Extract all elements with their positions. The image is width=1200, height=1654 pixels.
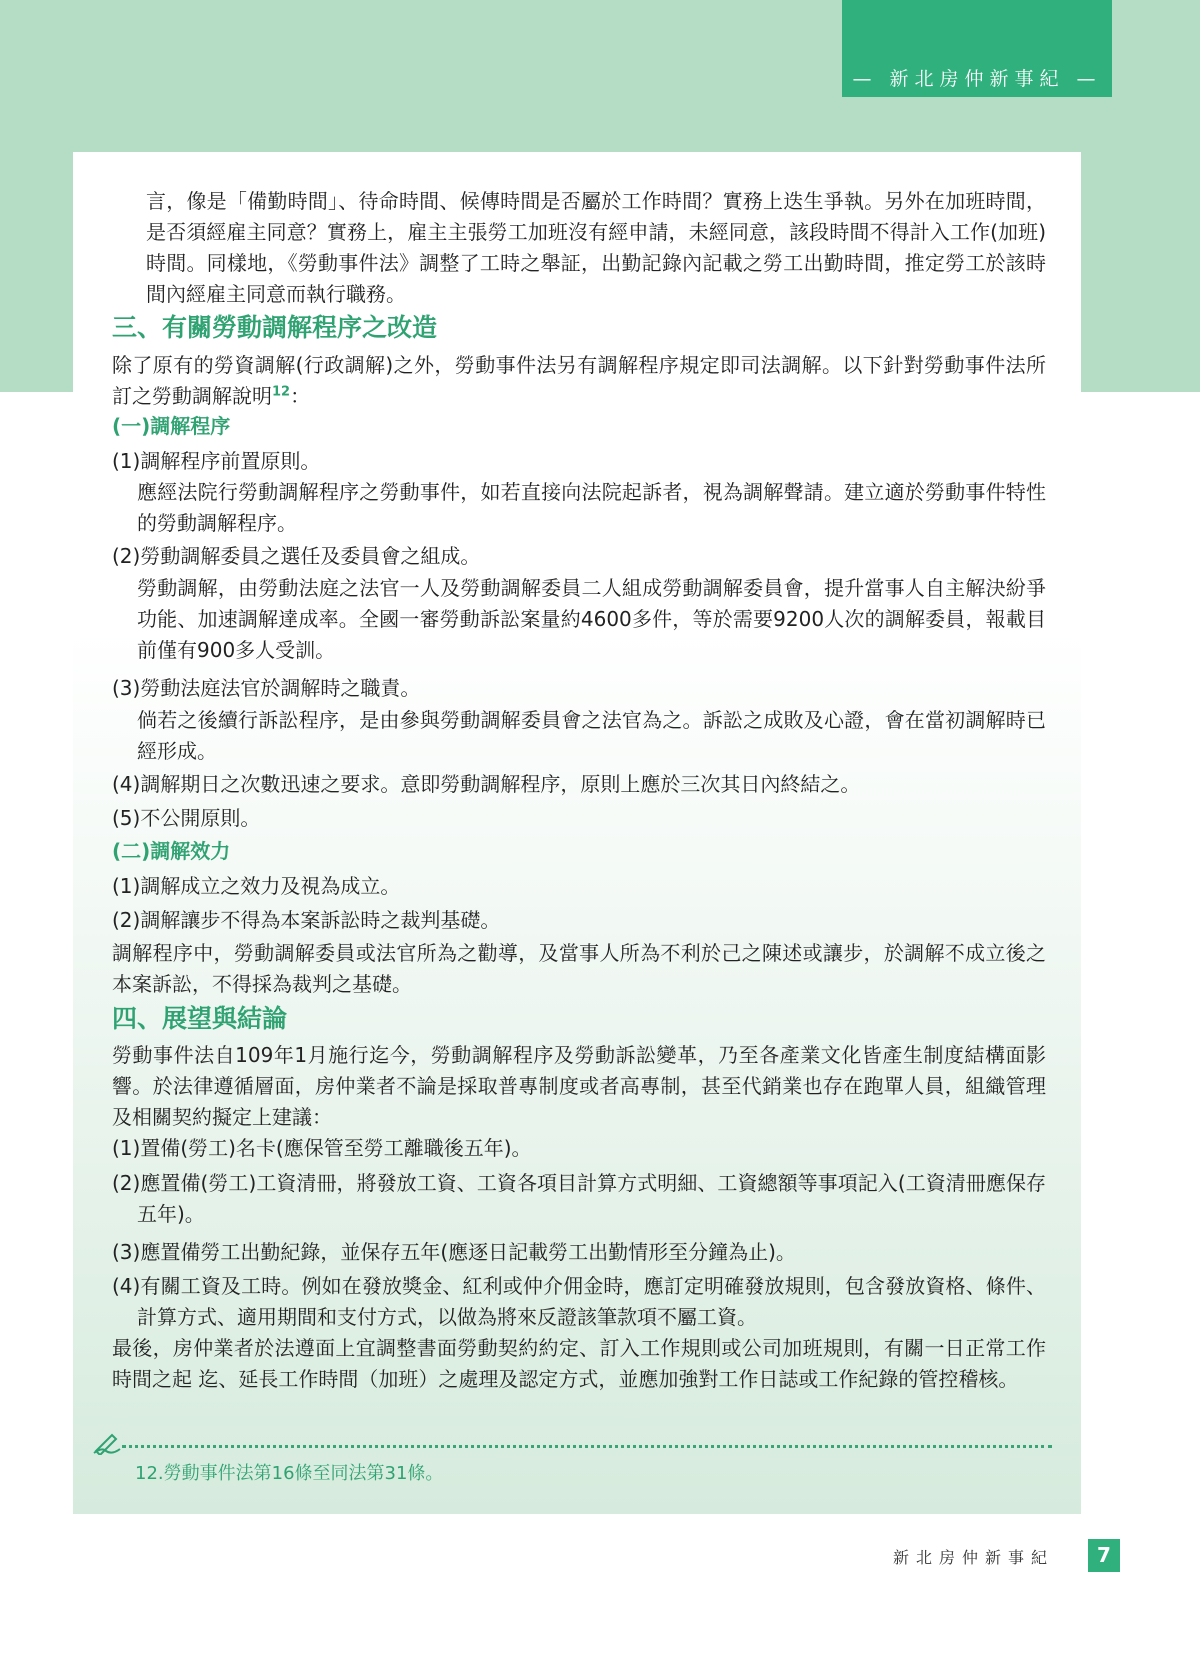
suggestion-item-2: (2)應置備(勞工)工資清冊，將發放工資、工資各項目計算方式明細、工資總額等事項記入(工資清冊應保存五年)。: [112, 1171, 1046, 1226]
subsection-2-heading: (二)調解效力: [112, 839, 231, 863]
procedure-item-2-title: (2)勞動調解委員之選任及委員會之組成。: [112, 544, 481, 568]
procedure-item-4: (4)調解期日之次數迅速之要求。意即勞動調解程序，原則上應於三次其日內終結之。: [112, 772, 861, 796]
procedure-item-3-title: (3)勞動法庭法官於調解時之職責。: [112, 676, 421, 700]
procedure-item-1-body: 應經法院行勞動調解程序之勞動事件，如若直接向法院起訴者，視為調解聲請。建立適於勞動事件特性的勞動調解程序。: [137, 480, 1046, 535]
suggestion-item-1: (1)置備(勞工)名卡(應保管至勞工離職後五年)。: [112, 1136, 532, 1160]
header-title: — 新北房仲新事紀 —: [852, 68, 1102, 90]
suggestion-item-4: (4)有關工資及工時。例如在發放獎金、紅利或仲介佣金時，應訂定明確發放規則，包含發放資格、條件、計算方式、適用期間和支付方式，以做為將來反證該筆款項不屬工資。: [112, 1274, 1046, 1329]
page-number: 7: [1088, 1539, 1120, 1572]
section-3-intro-end: ：: [290, 384, 311, 408]
section-4-heading: 四、展望與結論: [112, 1004, 288, 1033]
procedure-item-1-title: (1)調解程序前置原則。: [112, 449, 321, 473]
section-4-intro: 勞動事件法自109年1月施行迄今，勞動調解程序及勞動訴訟變革，乃至各產業文化皆產生制度結構面影響。於法律遵循層面，房仲業者不論是採取普專制度或者高專制，甚至代銷業也存在跑單人員，組織管理及相關契約擬定上建議：: [112, 1043, 1046, 1129]
footnote-ref[interactable]: 12: [272, 384, 291, 400]
intro-paragraph: 言，像是「備勤時間」、待命時間、候傳時間是否屬於工作時間？實務上迭生爭執。另外在加班時間，是否須經雇主同意？實務上，雇主主張勞工加班沒有經申請，未經同意，該段時間不得計入工作(加班)時間。同樣地，《勞動事件法》調整了工時之舉証，出勤記錄內記載之勞工出勤時間，推定勞工於該時間內經雇主同意而執行職務。: [146, 189, 1046, 306]
footnote-text: 12.勞動事件法第16條至同法第31條。: [135, 1463, 444, 1484]
header-tab: [842, 0, 1112, 97]
footnote-divider: [122, 1445, 1052, 1448]
effect-item-1: (1)調解成立之效力及視為成立。: [112, 874, 401, 898]
section-3-intro: [112, 350, 1046, 412]
footer-title: 新北房仲新事紀: [893, 1548, 1055, 1567]
section-3-intro-text: 除了原有的勞資調解(行政調解)之外，勞動事件法另有調解程序規定即司法調解。以下針對勞動事件法所訂之勞動調解說明: [112, 353, 1046, 408]
section-3-heading: 三、有關勞動調解程序之改造: [112, 313, 438, 342]
procedure-item-2-body: 勞動調解，由勞動法庭之法官一人及勞動調解委員二人組成勞動調解委員會，提升當事人自主解決紛爭功能、加速調解達成率。全國一審勞動訴訟案量約4600多件，等於需要9200人次的調解委員，報載目前僅有900多人受訓。: [137, 576, 1046, 662]
section-4-closing: 最後，房仲業者於法遵面上宜調整書面勞動契約約定、訂入工作規則或公司加班規則，有關一日正常工作時間之起 迄、延長工作時間（加班）之處理及認定方式，並應加強對工作日誌或工作紀錄的管控稽核。: [112, 1336, 1046, 1391]
effect-closing: 調解程序中，勞動調解委員或法官所為之勸導，及當事人所為不利於己之陳述或讓步，於調解不成立後之本案訴訟，不得採為裁判之基礎。: [112, 941, 1046, 996]
subsection-1-heading: (一)調解程序: [112, 414, 231, 438]
effect-item-2: (2)調解讓步不得為本案訴訟時之裁判基礎。: [112, 908, 501, 932]
procedure-item-3-body: 倘若之後續行訴訟程序，是由參與勞動調解委員會之法官為之。訴訟之成敗及心證，會在當初調解時已經形成。: [137, 708, 1046, 763]
suggestion-item-3: (3)應置備勞工出勤紀錄，並保存五年(應逐日記載勞工出勤情形至分鐘為止)。: [112, 1240, 796, 1264]
pencil-writing-icon: [92, 1431, 122, 1455]
procedure-item-5: (5)不公開原則。: [112, 806, 261, 830]
